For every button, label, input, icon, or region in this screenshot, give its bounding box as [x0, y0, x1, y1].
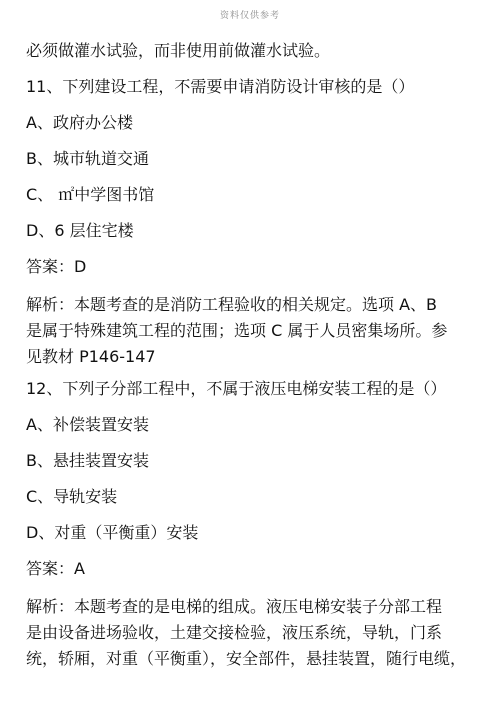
q11-option-a: A、政府办公楼 [26, 113, 133, 132]
q12-analysis-line: 是由设备进场验收，土建交接检验，液压系统，导轨，门系 [26, 623, 443, 642]
q11-option-d: D、6 层住宅楼 [26, 221, 134, 240]
page-header-note: 资料仅供参考 [219, 11, 280, 21]
q11-analysis-line: 是属于特殊建筑工程的范围；选项 C 属于人员密集场所。参 [26, 321, 448, 340]
q11-analysis [26, 292, 480, 370]
question-12: 12、下列子分部工程中，不属于液压电梯安装工程的是（） [26, 379, 447, 398]
q12-analysis-line: 解析：本题考查的是电梯的组成。液压电梯安装子分部工程 [26, 597, 443, 616]
q12-option-b: B、悬挂装置安装 [26, 451, 149, 470]
q11-answer: 答案：D [26, 257, 87, 276]
q11-analysis-line: 解析：本题考查的是消防工程验收的相关规定。选项 A、B [26, 295, 438, 314]
text-line: 必须做灌水试验，而非使用前做灌水试验。 [26, 41, 331, 60]
document-body [26, 40, 480, 680]
q12-option-a: A、补偿装置安装 [26, 415, 149, 434]
q11-option-c: C、 ㎡中学图书馆 [26, 185, 155, 204]
q12-option-d: D、对重（平衡重）安装 [26, 523, 199, 542]
q12-analysis-line: 统，轿厢，对重（平衡重），安全部件，悬挂装置，随行电缆， [26, 649, 467, 668]
q12-answer: 答案：A [26, 559, 85, 578]
q12-analysis [26, 594, 480, 672]
q12-option-c: C、导轨安装 [26, 487, 118, 506]
q11-analysis-line: 见教材 P146-147 [26, 347, 156, 366]
q11-option-b: B、城市轨道交通 [26, 149, 149, 168]
question-11: 11、下列建设工程，不需要申请消防设计审核的是（） [26, 77, 415, 96]
